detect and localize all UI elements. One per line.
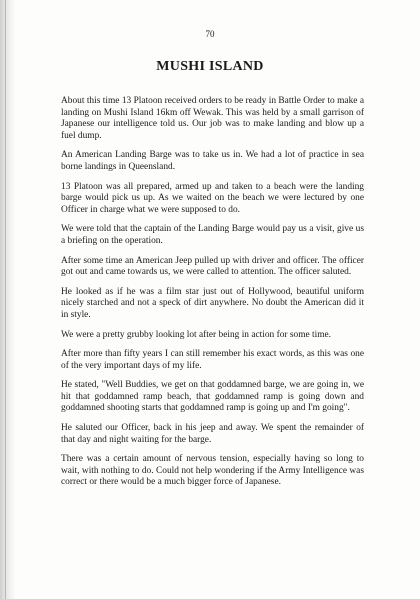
- paragraph: He saluted our Officer, back in his jeep and away. We spent the remainder of that day and night waiting for the barge.: [61, 423, 364, 445]
- paragraph: There was a certain amount of nervous tension, especially having so long to wait, with nothing to do. Could not help wondering if the Army Intelligence was correct or there would be a much bigger force of Japanese.: [61, 454, 364, 488]
- paragraph: We were a pretty grubby looking lot after being in action for some time.: [61, 329, 331, 340]
- paragraph: He stated, "Well Buddies, we get on that goddamned barge, we are going in, we hit that goddamned ramp beach, that goddamned ramp is going down and goddamned shooting starts that goddamned ramp is going up and I'm going".: [61, 380, 364, 414]
- paragraph: After some time an American Jeep pulled up with driver and officer. The officer got out and came towards us, we were called to attention. The officer saluted.: [61, 255, 364, 278]
- paragraph: 13 Platoon was all prepared, armed up and taken to a beach were the landing barge would pick us up. As we waited on the beach we were lectured by one Officer in charge what we were supposed to do.: [61, 181, 364, 215]
- page-binding-shadow: [0, 0, 16, 599]
- paragraph: After more than fifty years I can still remember his exact words, as this was one of the very important days of my life.: [61, 349, 364, 371]
- chapter-title: MUSHI ISLAND: [156, 59, 264, 74]
- paragraph: About this time 13 Platoon received orders to be ready in Battle Order to make a landing on Mushi Island 16km off Wewak. This was held by a small garrison of Japanese our intelligence told us. Our job was to make landing and blow up a fuel dump.: [61, 96, 364, 141]
- page-number: 70: [205, 29, 215, 39]
- body-text: [61, 96, 364, 497]
- paragraph: He looked as if he was a film star just out of Hollywood, beautiful uniform nicely starched and not a speck of dirt anywhere. No doubt the American did it in style.: [61, 286, 364, 320]
- page-binding-line: [5, 0, 6, 599]
- paragraph: We were told that the captain of the Landing Barge would pay us a visit, give us a briefing on the operation.: [61, 224, 364, 246]
- paragraph: An American Landing Barge was to take us in. We had a lot of practice in sea borne landings in Queensland.: [61, 150, 364, 172]
